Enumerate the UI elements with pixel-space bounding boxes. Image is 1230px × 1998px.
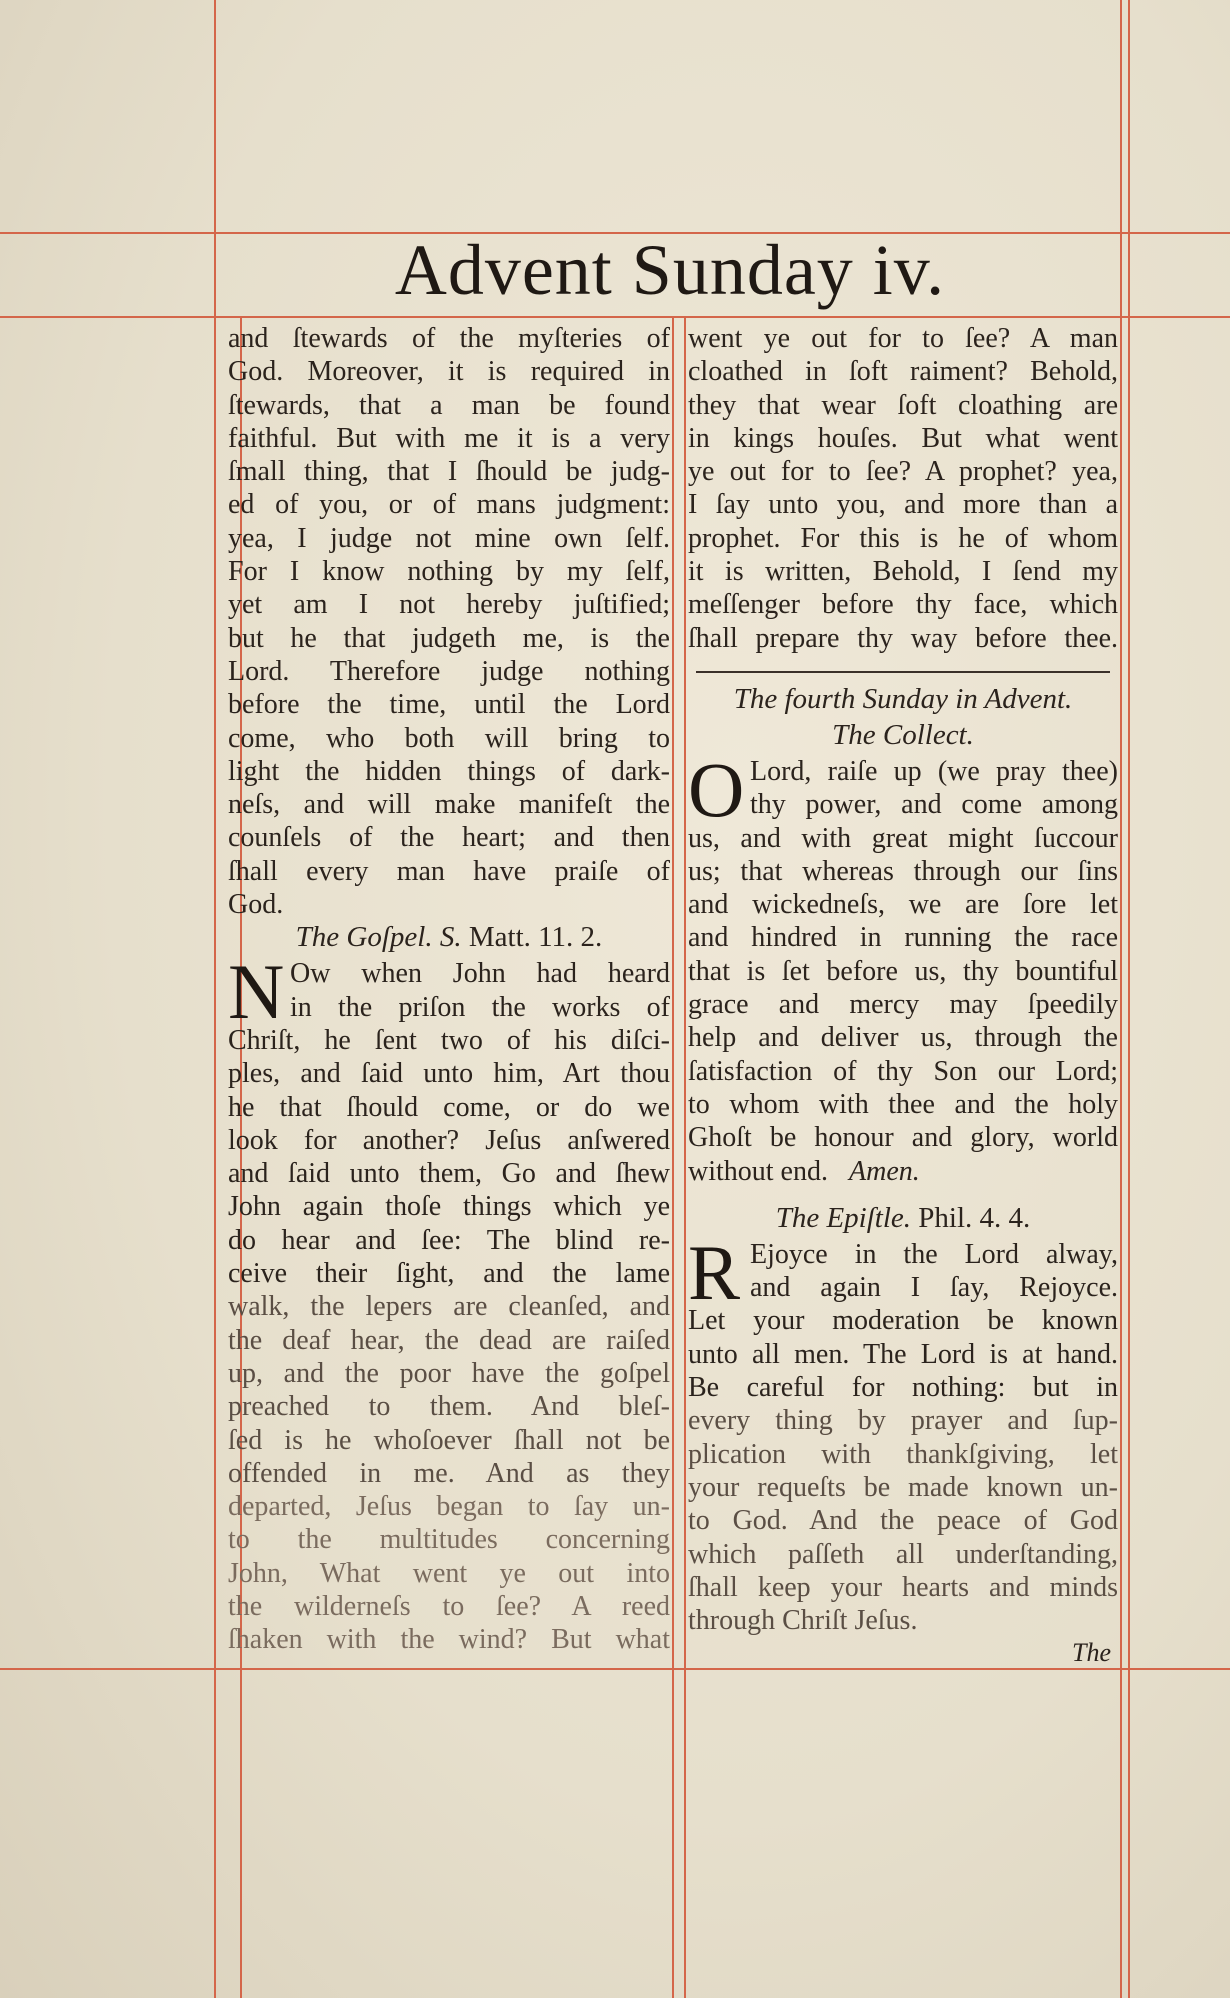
epistle-heading-label: The Epiſtle. bbox=[775, 1201, 912, 1234]
catchword: The bbox=[1072, 1638, 1111, 1667]
text-line: ſhall prepare thy way before thee. bbox=[688, 622, 1118, 654]
text-line: preached to them. And bleſ- bbox=[228, 1391, 670, 1423]
text-line: ſhall every man have praiſe of bbox=[228, 855, 670, 887]
text-line: plication with thankſgiving, let bbox=[688, 1438, 1118, 1470]
text-line: Chriſt, he ſent two of his diſci- bbox=[228, 1024, 670, 1056]
text-line: walk, the lepers are cleanſed, and bbox=[228, 1291, 670, 1323]
text-line: ceive their ſight, and the lame bbox=[228, 1258, 670, 1290]
text-line: to whom with thee and the holy bbox=[688, 1088, 1118, 1120]
text-line: For I know nothing by my ſelf, bbox=[228, 556, 670, 588]
text-line: help and deliver us, through the bbox=[688, 1022, 1118, 1054]
text-line: God. bbox=[228, 889, 284, 921]
text-line: in the priſon the works of bbox=[290, 991, 670, 1023]
text-line: come, who both will bring to bbox=[228, 722, 670, 754]
rule-under-title bbox=[0, 316, 1230, 318]
text-line: to the multitudes concerning bbox=[228, 1524, 670, 1556]
text-line: Let your moderation be known bbox=[688, 1305, 1118, 1337]
text-line: unto all men. The Lord is at hand. bbox=[688, 1338, 1118, 1370]
text-line: through Chriſt Jeſus. bbox=[688, 1605, 918, 1637]
text-line: yea, I judge not mine own ſelf. bbox=[228, 522, 670, 554]
text-line: grace and mercy may ſpeedily bbox=[688, 989, 1118, 1021]
text-line: up, and the poor have the goſpel bbox=[228, 1357, 670, 1389]
text-line: ye out for to ſee? A prophet? yea, bbox=[688, 456, 1118, 488]
text-line: prophet. For this is he of whom bbox=[688, 522, 1118, 554]
text-line: Ghoſt be honour and glory, world bbox=[688, 1122, 1118, 1154]
text-line: Be careful for nothing: but in bbox=[688, 1372, 1118, 1404]
text-line: and hindred in running the race bbox=[688, 922, 1118, 954]
gospel-heading bbox=[228, 921, 670, 957]
text-line: before the time, until the Lord bbox=[228, 689, 670, 721]
text-line: offended in me. And as they bbox=[228, 1457, 670, 1489]
text-line: every thing by prayer and ſup- bbox=[688, 1405, 1118, 1437]
text-line: us; that whereas through our ſins bbox=[688, 855, 1118, 887]
text-line: and ſaid unto them, Go and ſhew bbox=[228, 1158, 670, 1190]
text-line: ed of you, or of mans judgment: bbox=[228, 489, 670, 521]
text-line: the deaf hear, the dead are raiſed bbox=[228, 1324, 670, 1356]
text-line: faithful. But with me it is a very bbox=[228, 422, 670, 454]
text-line: ſhall keep your hearts and minds bbox=[688, 1571, 1118, 1603]
rule-center-right bbox=[684, 316, 686, 1998]
text-line: counſels of the heart; and then bbox=[228, 822, 670, 854]
text-line: went ye out for to ſee? A man bbox=[688, 323, 1118, 354]
text-line: God. Moreover, it is required in bbox=[228, 356, 670, 388]
collect-heading: The Collect. bbox=[832, 718, 974, 751]
rule-right-outer bbox=[1120, 0, 1122, 1998]
sunday-heading: The fourth Sunday in Advent. bbox=[733, 682, 1073, 715]
text-line: Lord, raiſe up (we pray thee) bbox=[750, 755, 1118, 787]
text-line: which paſſeth all underſtanding, bbox=[688, 1538, 1118, 1570]
text-line: he that ſhould come, or do we bbox=[228, 1091, 670, 1123]
section-divider bbox=[696, 671, 1110, 673]
text-line: ples, and ſaid unto him, Art thou bbox=[228, 1058, 670, 1090]
page-title: Advent Sunday iv. bbox=[394, 230, 946, 310]
text-line: and wickedneſs, we are ſore let bbox=[688, 889, 1118, 921]
text-line: but he that judgeth me, is the bbox=[228, 622, 670, 654]
gospel-heading-reference: Matt. 11. 2. bbox=[468, 921, 603, 954]
right-column bbox=[688, 322, 1118, 1637]
collect-closing bbox=[688, 1155, 1118, 1188]
text-line: look for another? Jeſus anſwered bbox=[228, 1124, 670, 1156]
text-line: do hear and ſee: The blind re- bbox=[228, 1224, 670, 1256]
text-line: that is ſet before us, thy bountiful bbox=[688, 955, 1118, 987]
text-line: Ow when John had heard bbox=[290, 958, 670, 990]
collect-opening bbox=[688, 745, 1118, 833]
text-line: light the hidden things of dark- bbox=[228, 755, 670, 787]
text-line: and again I ſay, Rejoyce. bbox=[750, 1272, 1118, 1304]
text-line: ſhaken with the wind? But what bbox=[228, 1624, 670, 1656]
text-line: to God. And the peace of God bbox=[688, 1505, 1118, 1537]
text-line: I ſay unto you, and more than a bbox=[688, 489, 1118, 521]
text-line: thy power, and come among bbox=[750, 789, 1118, 821]
drop-cap: R bbox=[688, 1228, 741, 1316]
rule-bottom bbox=[0, 1668, 1230, 1670]
text-line: ſtewards, that a man be found bbox=[228, 389, 670, 421]
text-line: yet am I not hereby juſtified; bbox=[228, 589, 670, 621]
rule-left-outer bbox=[214, 0, 216, 1998]
text-line: us, and with great might ſuccour bbox=[688, 822, 1118, 854]
gospel-heading-label: The Goſpel. S. bbox=[295, 921, 462, 954]
text-line: they that wear ſoft cloathing are bbox=[688, 389, 1118, 421]
epistle-opening bbox=[688, 1228, 1118, 1316]
text-line: meſſenger before thy face, which bbox=[688, 589, 1118, 621]
text-line: departed, Jeſus began to ſay un- bbox=[228, 1491, 670, 1523]
text-line: John again thoſe things which ye bbox=[228, 1191, 670, 1223]
text-line: without end. bbox=[688, 1155, 828, 1187]
text-line: Lord. Therefore judge nothing bbox=[228, 655, 670, 687]
drop-cap: N bbox=[228, 948, 285, 1036]
amen: Amen. bbox=[849, 1155, 920, 1187]
gospel-opening bbox=[228, 948, 670, 1036]
rule-center-left bbox=[672, 316, 674, 1998]
text-line: ſatisfaction of thy Son our Lord; bbox=[688, 1055, 1118, 1087]
rule-right-edge bbox=[1128, 0, 1130, 1998]
text-line: and ſtewards of the myſteries of bbox=[228, 323, 670, 354]
text-line: ſmall thing, that I ſhould be judg- bbox=[228, 456, 670, 488]
text-line: Ejoyce in the Lord alway, bbox=[750, 1238, 1118, 1270]
text-line: neſs, and will make manifeſt the bbox=[228, 789, 670, 821]
text-line: it is written, Behold, I ſend my bbox=[688, 556, 1118, 588]
text-line: ſed is he whoſoever ſhall not be bbox=[228, 1424, 670, 1456]
drop-cap: O bbox=[688, 745, 745, 833]
text-line: John, What went ye out into bbox=[228, 1557, 670, 1589]
text-line: the wilderneſs to ſee? A reed bbox=[228, 1590, 670, 1622]
text-line: in kings houſes. But what went bbox=[688, 422, 1118, 454]
epistle-heading bbox=[688, 1202, 1118, 1238]
text-line: cloathed in ſoft raiment? Behold, bbox=[688, 356, 1118, 388]
text-line: your requeſts be made known un- bbox=[688, 1471, 1118, 1503]
epistle-heading-reference: Phil. 4. 4. bbox=[918, 1201, 1031, 1234]
left-column bbox=[228, 322, 670, 1657]
